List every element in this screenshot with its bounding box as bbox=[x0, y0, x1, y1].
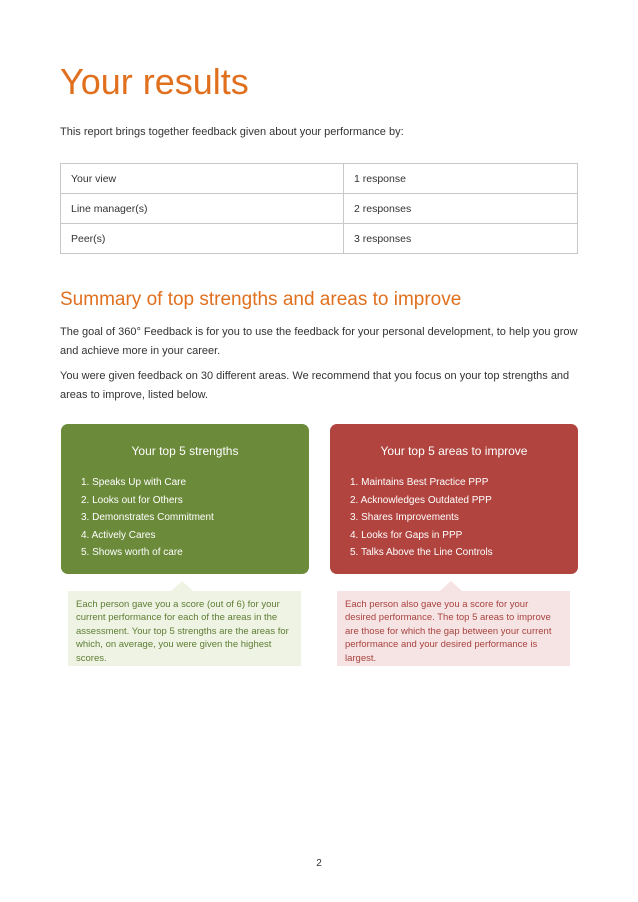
improve-note bbox=[337, 591, 570, 666]
list-item: 5. Talks Above the Line Controls bbox=[350, 547, 493, 559]
response-count: 2 responses bbox=[344, 194, 578, 224]
list-item: 4. Actively Cares bbox=[81, 529, 156, 541]
callout-pointer bbox=[440, 581, 462, 591]
summary-paragraph-goal: The goal of 360° Feedback is for you to use the feedback for your personal development, to help you grow and achieve more in your career. bbox=[60, 326, 578, 357]
table-row bbox=[61, 224, 578, 254]
strengths-note-text: Each person gave you a score (out of 6) for your current performance for each of the areas in the assessment. Your top 5 strengths are the areas for which, on average, you were given the highest scores. bbox=[76, 599, 289, 664]
list-item: 1. Speaks Up with Care bbox=[81, 477, 187, 488]
strengths-list bbox=[61, 474, 309, 562]
list-item: 3. Demonstrates Commitment bbox=[81, 512, 214, 524]
callout-pointer bbox=[171, 581, 193, 591]
list-item: 5. Shows worth of care bbox=[81, 547, 183, 559]
responses-table bbox=[60, 163, 578, 254]
summary-title: Summary of top strengths and areas to improve bbox=[60, 289, 462, 310]
strengths-panel bbox=[61, 424, 309, 574]
page-number: 2 bbox=[316, 858, 322, 869]
list-item: 2. Looks out for Others bbox=[81, 494, 183, 506]
response-count: 3 responses bbox=[344, 224, 578, 254]
table-row bbox=[61, 164, 578, 194]
respondent-label: Peer(s) bbox=[61, 224, 344, 254]
strengths-note bbox=[68, 591, 301, 666]
respondent-label: Line manager(s) bbox=[61, 194, 344, 224]
respondent-label: Your view bbox=[61, 164, 344, 194]
list-item: 3. Shares Improvements bbox=[350, 512, 459, 524]
intro-text: This report brings together feedback given about your performance by: bbox=[60, 126, 404, 138]
table-row bbox=[61, 194, 578, 224]
page-title: Your results bbox=[60, 61, 249, 102]
improve-list bbox=[330, 474, 578, 562]
list-item: 4. Looks for Gaps in PPP bbox=[350, 529, 463, 541]
list-item: 1. Maintains Best Practice PPP bbox=[350, 477, 489, 488]
response-count: 1 response bbox=[344, 164, 578, 194]
summary-paragraph-focus: You were given feedback on 30 different areas. We recommend that you focus on your top strengths and areas to improve, listed below. bbox=[60, 370, 570, 401]
improve-title: Your top 5 areas to improve bbox=[380, 444, 528, 458]
improve-panel bbox=[330, 424, 578, 574]
list-item: 2. Acknowledges Outdated PPP bbox=[350, 494, 492, 506]
strengths-title: Your top 5 strengths bbox=[131, 444, 239, 458]
improve-note-text: Each person also gave you a score for your desired performance. The top 5 areas to improve are those for which the gap between your current performance and your desired performance is largest. bbox=[345, 599, 552, 664]
